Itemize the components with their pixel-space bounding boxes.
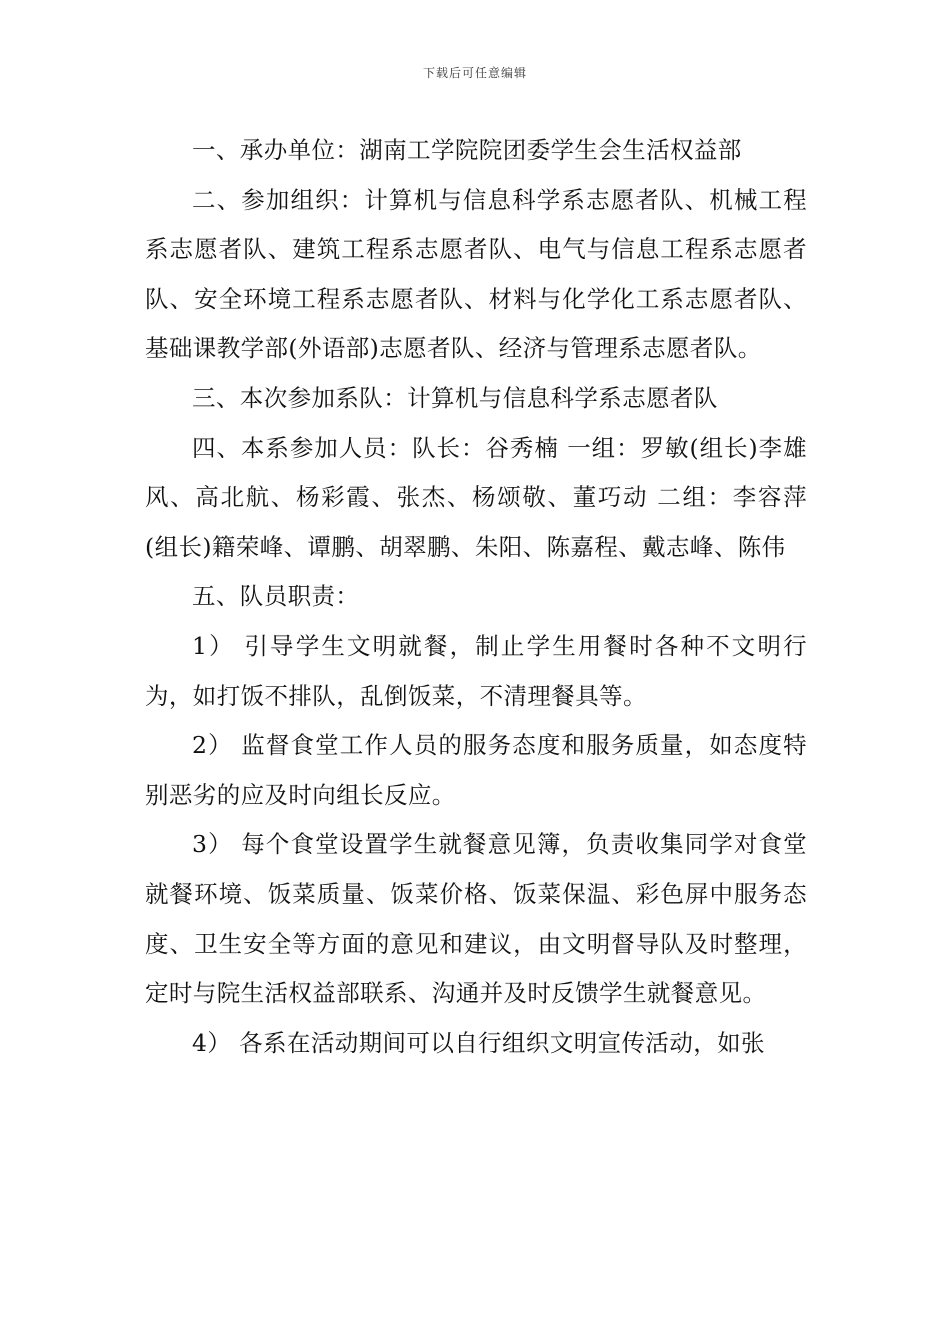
paragraph-duty-4: 4） 各系在活动期间可以自行组织文明宣传活动，如张	[192, 1028, 765, 1057]
paragraph-duty-2: 2） 监督食堂工作人员的服务态度和服务质量，如态度特别恶劣的应及时向组长反应。	[145, 731, 807, 809]
paragraph-organizer: 一、承办单位：湖南工学院院团委学生会生活权益部	[192, 136, 742, 164]
paragraph-duty-3: 3） 每个食堂设置学生就餐意见簿，负责收集同学对食堂就餐环境、饭菜质量、饭菜价格、饭菜保温、彩色屏中服务态度、卫生安全等方面的意见和建议，由文明督导队及时整理，定时与院生活权益部联系、沟通并及时反馈学生就餐意见。	[145, 830, 807, 1008]
paragraph-duty-1: 1） 引导学生文明就餐，制止学生用餐时各种不文明行为，如打饭不排队，乱倒饭菜，不清理餐具等。	[145, 631, 807, 710]
page-header-note: 下载后可任意编辑	[422, 66, 527, 80]
paragraph-participating-organizations: 二、参加组织：计算机与信息科学系志愿者队、机械工程系志愿者队、建筑工程系志愿者队、电气与信息工程系志愿者队、安全环境工程系志愿者队、材料与化学化工系志愿者队、基础课教学部(外语部)志愿者队、经济与管理系志愿者队。	[145, 185, 807, 363]
document-body	[145, 126, 807, 1068]
paragraph-duties-heading: 五、队员职责：	[192, 582, 360, 611]
paragraph-participating-team: 三、本次参加系队：计算机与信息科学系志愿者队	[192, 383, 718, 412]
paragraph-participants: 四、本系参加人员：队长：谷秀楠 一组：罗敏(组长)李雄风、高北航、杨彩霞、张杰、杨颂敬、董巧动 二组：李容萍(组长)籍荣峰、谭鹏、胡翠鹏、朱阳、陈嘉程、戴志峰、陈伟	[145, 433, 807, 561]
